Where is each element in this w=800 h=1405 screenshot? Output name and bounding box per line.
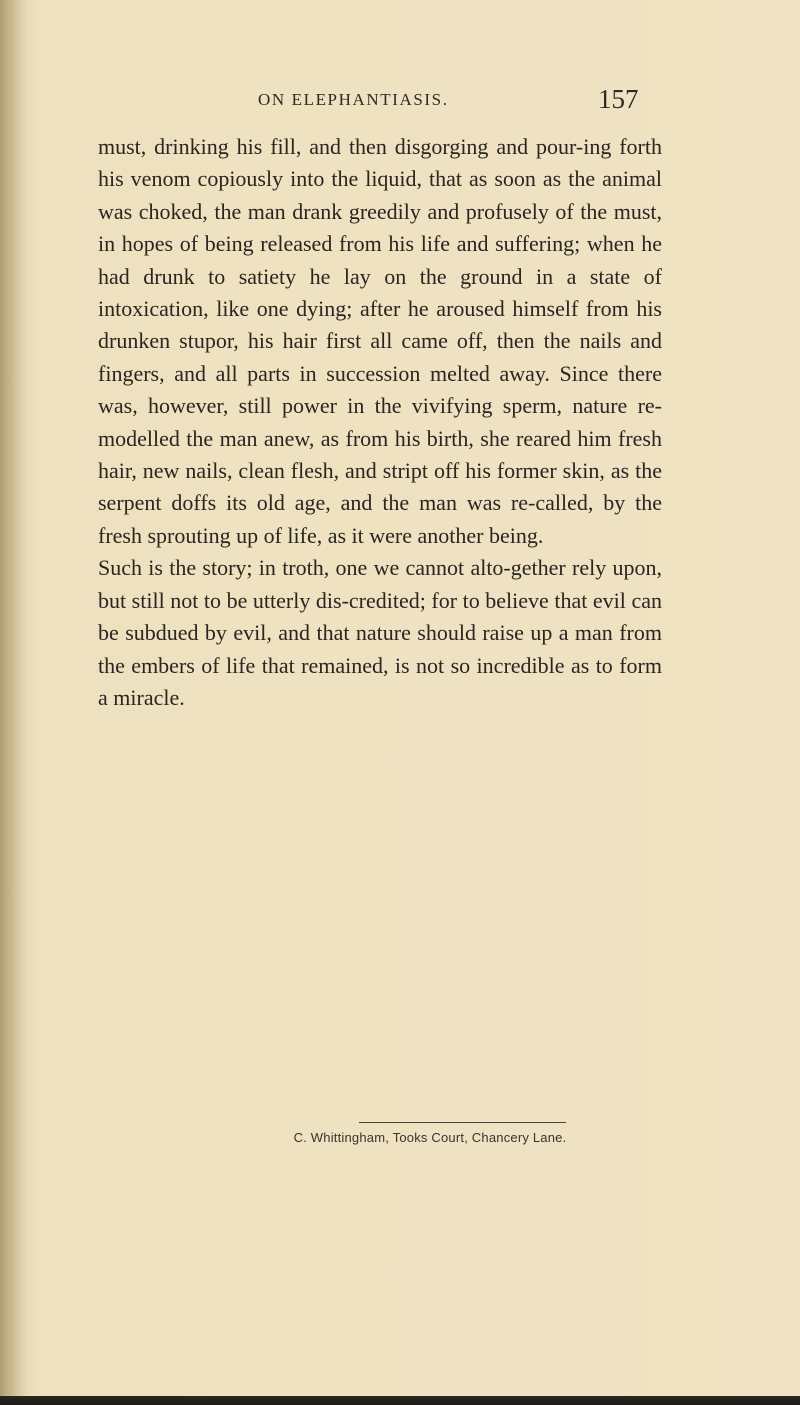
running-title: ON ELEPHANTIASIS. bbox=[258, 90, 449, 109]
body-text bbox=[98, 131, 662, 714]
scan-bottom-edge bbox=[0, 1396, 800, 1405]
running-head bbox=[0, 84, 800, 118]
printer-imprint: C. Whittingham, Tooks Court, Chancery Lane. bbox=[293, 1130, 567, 1145]
footer-rule bbox=[359, 1122, 566, 1123]
paragraph-1: must, drinking his fill, and then disgorging and pour-ing forth his venom copiously into the liquid, that as soon as the animal was choked, the man drank greedily and profusely of the must, in hopes of being released from his life and suffering; when he had drunk to satiety he lay on the ground in a state of intoxication, like one dying; after he aroused himself from his drunken stupor, his hair first all came off, then the nails and fingers, and all parts in succession melted away. Since there was, however, still power in the vivifying sperm, nature re-modelled the man anew, as from his birth, she reared him fresh hair, new nails, clean flesh, and stript off his former skin, as the serpent doffs its old age, and the man was re-called, by the fresh sprouting up of life, as it were another being. bbox=[98, 134, 662, 548]
paragraph-2: Such is the story; in troth, one we cannot alto-gether rely upon, but still not to be utterly dis-credited; for to believe that evil can be subdued by evil, and that nature should raise up a man from the embers of life that remained, is not so incredible as to form a miracle. bbox=[98, 555, 662, 710]
binding-gutter-shadow bbox=[0, 0, 28, 1405]
page-number: 157 bbox=[598, 84, 639, 114]
